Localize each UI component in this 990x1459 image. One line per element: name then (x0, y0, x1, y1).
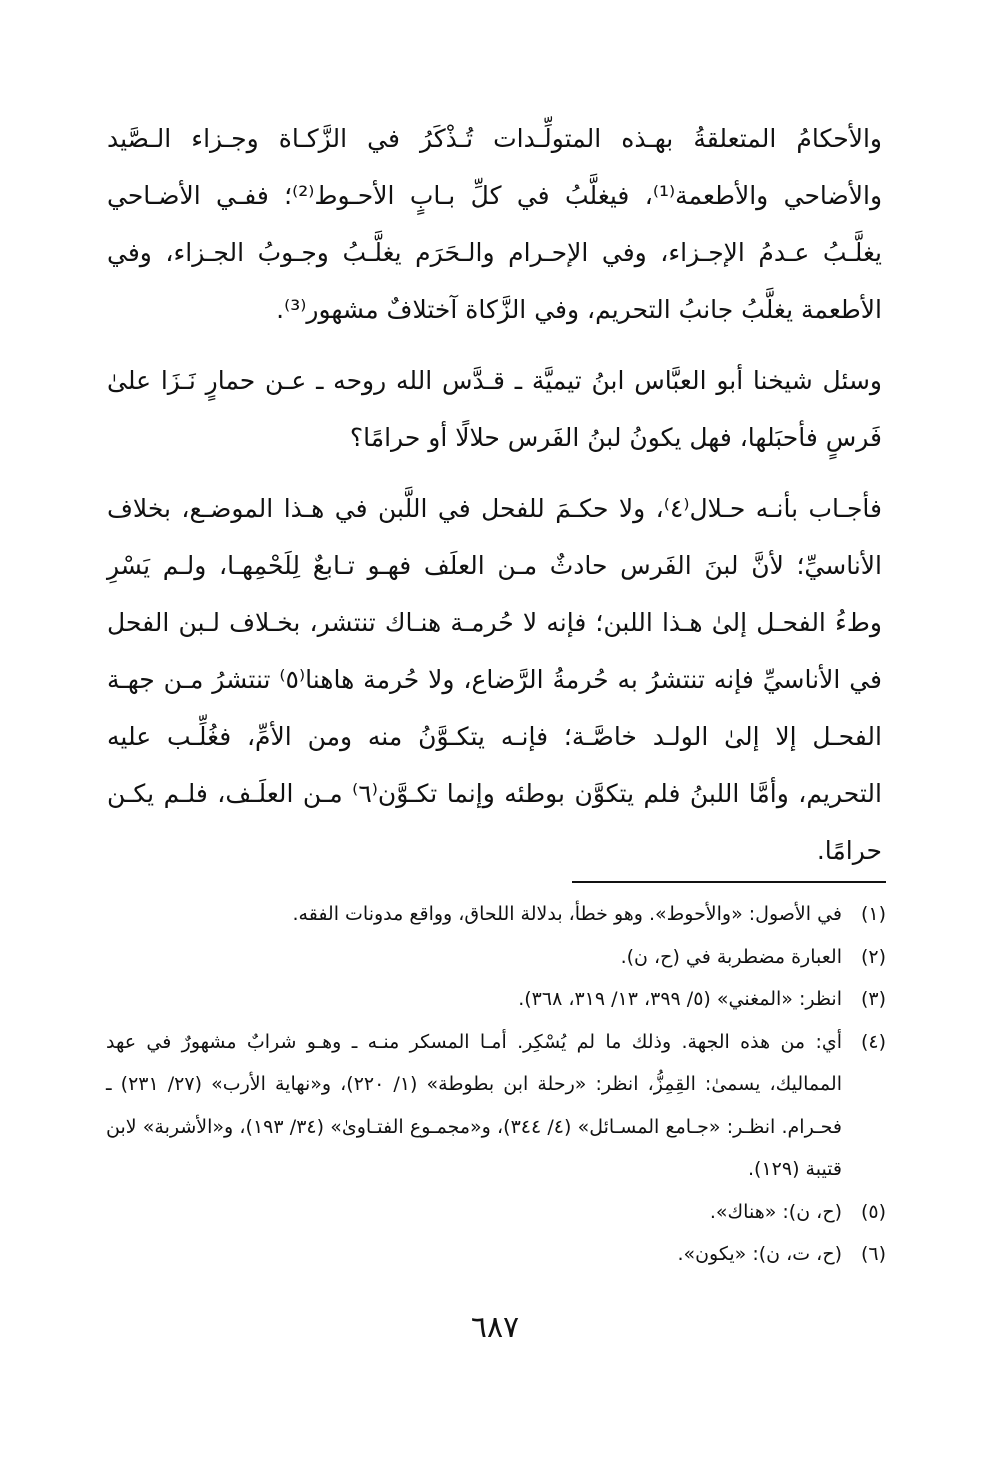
paragraph-rulings: والأحكامُ المتعلقةُ بهـذه المتولِّـدات تُـذْكَرُ في الزَّكـاة وجـزاء الـصَّيد والأضاحي والأطعمة⁽¹⁾، فيغلَّبُ في كلِّ بـابٍ الأحـوط⁽²⁾؛ ففـي الأضـاحي يغلَّـبُ عـدمُ الإجـزاء، وفي الإحـرام والـحَرَم يغلَّـبُ وجـوبُ الجـزاء، وفي الأطعمة يغلَّبُ جانبُ التحريم، وفي الزَّكاة آختلافٌ مشهور⁽³⁾. (107, 124, 883, 324)
footnote-text: (ح، ن): «هناك». (709, 1200, 842, 1223)
footnote-text: أي: من هذه الجهة. وذلك ما لم يُسْكِر. أمـا المسكر منـه ـ وهـو شرابٌ مشهورٌ في عهد المماليك، يسمىٰ: القِمِزُّ، انظر: «رحلة ابن بطوطة» (١/ ٢٢٠)، و«نهاية الأرب» (٢٧/ ٢٣١) ـ فحـرام. انظـر: «جـامع المسـائل» (٤/ ٣٤٤)، و«مجمـوع الفتـاوىٰ» (٣٤/ ١٩٣)، و«الأشربة» لابن قتيبة (١٢٩). (106, 1030, 842, 1180)
footnote (106, 893, 886, 936)
footnote-divider (572, 881, 886, 883)
footnote-number: (٥) (860, 1200, 886, 1223)
footnote-number: (٦) (860, 1243, 886, 1265)
main-text (107, 110, 882, 893)
footnote (106, 1233, 886, 1276)
paragraph-answer: فأجـاب بأنـه حـلال⁽٤⁾، ولا حكـمَ للفحل في اللَّبن في هـذا الموضـع، بخلاف الأناسيِّ؛ لأنَّ لبنَ الفَرس حادثٌ مـن العلَف فهـو تـابعٌ لِلَحْمِهـا، ولـم يَسْرِ وطءُ الفحـل إلىٰ هـذا اللبن؛ فإنه لا حُرمـة هنـاك تنتشر، بخـلاف لـبن الفحل في الأناسيِّ فإنه تنتشرُ به حُرمةُ الرَّضاع، ولا حُرمة هاهنا⁽٥⁾ تنتشرُ مـن جهـة الفحـل إلا إلىٰ الولـد خاصَّـة؛ فإنـه يتكـوَّنُ منه ومن الأمِّ، فغُلِّـب عليه التحريم، وأمَّا اللبنُ فلم يتكوَّن بوطئه وإنما تكـوَّن⁽٦⁾ مـن العلَـف، فلـم يكـن حرامًا. (107, 494, 882, 865)
footnote-number: (٤) (860, 1030, 886, 1053)
footnote (106, 1021, 886, 1191)
footnotes (106, 893, 886, 1276)
footnote (106, 1191, 886, 1234)
footnote-text: (ح، ت، ن): «يكون». (677, 1243, 842, 1265)
footnote-text: في الأصول: «والأحوط». وهو خطأ، بدلالة اللحاق، وواقع مدونات الفقه. (292, 903, 842, 925)
footnote-number: (٢) (860, 945, 886, 968)
footnote-text: انظر: «المغني» (٥/ ٣٩٩، ١٣/ ٣١٩، ٣٦٨). (518, 988, 842, 1010)
footnote (106, 936, 886, 979)
paragraph-question: وسئل شيخنا أبو العبَّاس ابنُ تيميَّة ـ قـدَّس الله روحه ـ عـن حمارٍ نَـزَا علىٰ فَرسٍ فأحبَلها، فهل يكونُ لبنُ الفَرس حلالًا أو حرامًا؟ (107, 366, 882, 452)
footnote-text: العبارة مضطربة في (ح، ن). (620, 945, 842, 968)
footnote (106, 978, 886, 1021)
footnote-number: (٣) (860, 988, 886, 1010)
footnote-number: (١) (860, 903, 886, 925)
page-number: ٦٨٧ (470, 1310, 520, 1345)
